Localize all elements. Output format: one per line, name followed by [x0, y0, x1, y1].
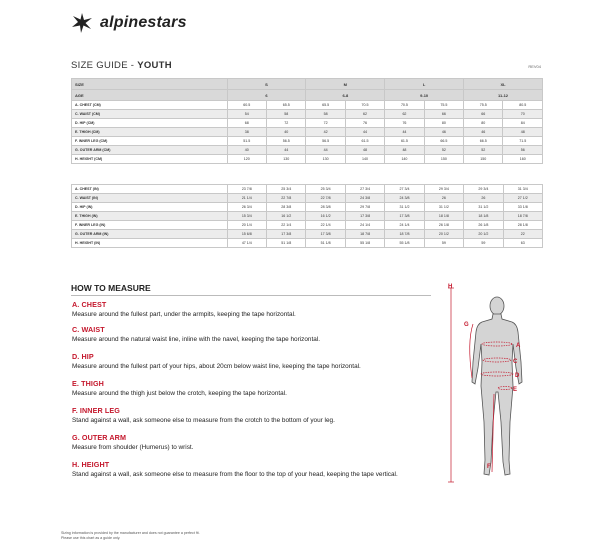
body-measurement-figure — [445, 282, 545, 492]
row-label: D. HIP (IN) — [72, 203, 228, 212]
figure-label-c: C — [513, 359, 518, 365]
table-cell: 51 1/8 — [267, 239, 306, 248]
table-cell: 51.5 — [227, 137, 266, 146]
title-youth: YOUTH — [137, 60, 172, 71]
table-cell: 27 3/4 — [385, 185, 424, 194]
row-label: G. OUTER ARM (IN) — [72, 230, 228, 239]
table-cell: 58 — [306, 110, 345, 119]
table-cell: 29 7/8 — [345, 203, 384, 212]
table-row — [72, 119, 543, 128]
table-cell: 160 — [503, 155, 543, 164]
table-cell: 59 — [464, 239, 503, 248]
size-header-row — [72, 79, 543, 90]
measure-title: H. HEIGHT — [72, 460, 110, 469]
revision-label: REV04 — [528, 64, 541, 69]
table-row — [72, 185, 543, 194]
size-m-header: M — [306, 79, 385, 90]
table-row — [72, 212, 543, 221]
table-cell: 76 — [385, 119, 424, 128]
table-row — [72, 221, 543, 230]
size-table-cm — [71, 78, 543, 164]
table-cell: 44 — [267, 146, 306, 155]
table-row — [72, 128, 543, 137]
table-cell: 40 — [267, 128, 306, 137]
measure-chest — [72, 300, 442, 318]
table-row — [72, 194, 543, 203]
table-row — [72, 239, 543, 248]
size-xl-header: XL — [464, 79, 543, 90]
table-cell: 66 — [464, 110, 503, 119]
figure-label-f: F — [487, 464, 491, 470]
table-cell: 28 3/8 — [267, 203, 306, 212]
table-cell: 26 1/8 — [464, 221, 503, 230]
table-cell: 70.5 — [385, 101, 424, 110]
measure-title: E. THIGH — [72, 379, 104, 388]
table-cell: 60.5 — [227, 101, 266, 110]
table-cell: 52 — [424, 146, 463, 155]
table-cell: 31 1/2 — [424, 203, 463, 212]
table-cell: 20 1/2 — [424, 230, 463, 239]
table-cell: 55 1/8 — [385, 239, 424, 248]
measure-hip — [72, 352, 442, 370]
table-cell: 48 — [345, 146, 384, 155]
table-cell: 65.5 — [306, 101, 345, 110]
measure-title: C. WAIST — [72, 325, 105, 334]
row-label: E. THIGH (CM) — [72, 128, 228, 137]
table-cell: 66.5 — [424, 137, 463, 146]
brand-name: alpinestars — [100, 14, 187, 31]
table-cell: 18 7/8 — [345, 230, 384, 239]
table-cell: 24 1/4 — [345, 221, 384, 230]
table-cell: 150 — [424, 155, 463, 164]
table-cell: 62 — [385, 110, 424, 119]
table-cell: 70.5 — [345, 101, 384, 110]
figure-label-e: E — [513, 387, 518, 393]
table-cell: 22 1/4 — [267, 221, 306, 230]
age-s-header: 6 — [227, 90, 306, 101]
table-cell: 21 1/4 — [227, 194, 266, 203]
age-l-header: 9-10 — [385, 90, 464, 101]
row-label: H. HEIGHT (IN) — [72, 239, 228, 248]
measure-text: Stand against a wall, ask someone else to measure from the crotch to the bottom of your leg. — [72, 417, 335, 424]
table-cell: 130 — [267, 155, 306, 164]
table-cell: 38 — [227, 128, 266, 137]
table-cell: 22 1/4 — [306, 221, 345, 230]
table-cell: 72 — [267, 119, 306, 128]
age-header-row — [72, 90, 543, 101]
row-label: F. INNER LEG (CM) — [72, 137, 228, 146]
footnote-line-2: Please use this chart as a guide only. — [61, 536, 121, 540]
table-row — [72, 110, 543, 119]
age-m-header: 6-8 — [306, 90, 385, 101]
table-cell: 15 3/4 — [227, 212, 266, 221]
table-cell: 46 — [424, 128, 463, 137]
table-cell: 20 1/2 — [464, 230, 503, 239]
table-cell: 80 — [464, 119, 503, 128]
alpinestars-star-icon — [70, 12, 94, 34]
age-xl-header: 11-12 — [464, 90, 543, 101]
size-guide-header — [71, 60, 541, 71]
size-s-header: S — [227, 79, 306, 90]
table-cell: 140 — [345, 155, 384, 164]
table-cell: 61.5 — [345, 137, 384, 146]
table-cell: 25 3/4 — [267, 185, 306, 194]
measure-text: Measure around the thigh just below the crotch, keeping the tape horizontal. — [72, 390, 287, 397]
measure-title: F. INNER LEG — [72, 406, 120, 415]
table-cell: 46 — [464, 128, 503, 137]
measure-waist — [72, 325, 442, 343]
table-cell: 84 — [503, 119, 543, 128]
table-cell: 51 1/8 — [306, 239, 345, 248]
row-label: C. WAIST (IN) — [72, 194, 228, 203]
table-cell: 66.5 — [464, 137, 503, 146]
size-l-header: L — [385, 79, 464, 90]
table-cell: 80.5 — [503, 101, 543, 110]
table-cell: 65.5 — [267, 101, 306, 110]
table-cell: 22 7/8 — [267, 194, 306, 203]
table-row — [72, 155, 543, 164]
page-title: SIZE GUIDE - YOUTH — [71, 60, 172, 71]
cm-table-body — [72, 101, 543, 164]
table-cell: 26 — [464, 194, 503, 203]
table-row — [72, 203, 543, 212]
figure-label-d: D — [515, 373, 520, 379]
table-cell: 29 3/4 — [424, 185, 463, 194]
table-cell: 44 — [345, 128, 384, 137]
measure-title: A. CHEST — [72, 300, 107, 309]
row-label: C. WAIST (CM) — [72, 110, 228, 119]
table-cell: 26 — [424, 194, 463, 203]
row-label: H. HEIGHT (CM) — [72, 155, 228, 164]
table-cell: 58 — [267, 110, 306, 119]
table-cell: 16 1/2 — [306, 212, 345, 221]
body-silhouette — [472, 297, 522, 475]
table-cell: 24 1/4 — [385, 221, 424, 230]
table-cell: 17 3/8 — [345, 212, 384, 221]
table-cell: 130 — [306, 155, 345, 164]
table-cell: 28 1/8 — [503, 221, 542, 230]
measure-text: Measure around the natural waist line, inline with the navel, keeping the tape horizontal. — [72, 336, 320, 343]
row-label: F. INNER LEG (IN) — [72, 221, 228, 230]
table-cell: 18 1/8 — [464, 212, 503, 221]
table-cell: 27 1/2 — [503, 194, 542, 203]
table-cell: 27 3/4 — [345, 185, 384, 194]
table-cell: 75.5 — [424, 101, 463, 110]
footnote-line-1: Sizing information is provided by the manufacturer and does not guarantee a perfect fit. — [61, 531, 200, 535]
table-cell: 17 3/8 — [385, 212, 424, 221]
measure-text: Measure from shoulder (Humerus) to wrist. — [72, 444, 194, 451]
table-row — [72, 146, 543, 155]
table-cell: 44 — [306, 146, 345, 155]
table-cell: 28 3/8 — [306, 203, 345, 212]
measure-inner-leg — [72, 406, 442, 424]
table-cell: 44 — [385, 128, 424, 137]
table-cell: 31 1/2 — [464, 203, 503, 212]
table-cell: 23 7/8 — [227, 185, 266, 194]
table-cell: 29 3/4 — [464, 185, 503, 194]
table-cell: 48 — [503, 128, 543, 137]
table-row — [72, 230, 543, 239]
table-cell: 31 3/4 — [503, 185, 542, 194]
row-label: E. THIGH (IN) — [72, 212, 228, 221]
table-cell: 42 — [306, 128, 345, 137]
table-cell: 17 3/8 — [267, 230, 306, 239]
table-cell: 18 7/8 — [385, 230, 424, 239]
measure-height — [72, 460, 442, 478]
footnote — [61, 531, 200, 541]
size-table-in — [71, 184, 543, 248]
table-cell: 18 1/8 — [424, 212, 463, 221]
table-cell: 66 — [424, 110, 463, 119]
measure-outer-arm — [72, 433, 442, 451]
table-cell: 26 3/4 — [227, 203, 266, 212]
table-cell: 61.5 — [385, 137, 424, 146]
measure-text: Measure around the fullest part, under the armpits, keeping the tape horizontal. — [72, 311, 296, 318]
table-cell: 56.5 — [306, 137, 345, 146]
table-cell: 59 — [424, 239, 463, 248]
figure-label-g: G — [464, 322, 469, 328]
table-cell: 62 — [345, 110, 384, 119]
table-cell: 31 1/2 — [385, 203, 424, 212]
table-cell: 15 6/8 — [227, 230, 266, 239]
section-divider — [71, 295, 431, 296]
row-label: G. OUTER ARM (CM) — [72, 146, 228, 155]
age-header-label: AGE — [72, 90, 228, 101]
table-cell: 25 3/4 — [306, 185, 345, 194]
table-cell: 68 — [227, 119, 266, 128]
table-row — [72, 101, 543, 110]
table-cell: 52 — [464, 146, 503, 155]
table-cell: 55 1/8 — [345, 239, 384, 248]
measure-title: G. OUTER ARM — [72, 433, 127, 442]
figure-label-a: A — [516, 343, 521, 349]
row-label: D. HIP (CM) — [72, 119, 228, 128]
table-cell: 22 7/8 — [306, 194, 345, 203]
table-cell: 70 — [503, 110, 543, 119]
table-cell: 56 — [503, 146, 543, 155]
table-cell: 80 — [424, 119, 463, 128]
table-cell: 33 1/8 — [503, 203, 542, 212]
measure-thigh — [72, 379, 442, 397]
size-header-label: SIZE — [72, 79, 228, 90]
table-cell: 63 — [503, 239, 542, 248]
table-cell: 40 — [227, 146, 266, 155]
table-cell: 56.5 — [267, 137, 306, 146]
table-cell: 22 — [503, 230, 542, 239]
table-cell: 24 3/8 — [385, 194, 424, 203]
table-row — [72, 137, 543, 146]
table-cell: 16 1/2 — [267, 212, 306, 221]
table-cell: 26 1/8 — [424, 221, 463, 230]
measure-text: Stand against a wall, ask someone else to measure from the floor to the top of your head, keeping the tape vertical. — [72, 471, 398, 478]
in-table-body — [72, 185, 543, 248]
how-to-measure-heading: HOW TO MEASURE — [71, 283, 151, 293]
table-cell: 72 — [306, 119, 345, 128]
table-cell: 71.5 — [503, 137, 543, 146]
table-cell: 120 — [227, 155, 266, 164]
brand-logo — [70, 12, 187, 34]
table-cell: 54 — [227, 110, 266, 119]
table-cell: 76 — [345, 119, 384, 128]
measure-title: D. HIP — [72, 352, 94, 361]
table-cell: 17 3/8 — [306, 230, 345, 239]
table-cell: 24 3/8 — [345, 194, 384, 203]
row-label: A. CHEST (IN) — [72, 185, 228, 194]
table-cell: 150 — [464, 155, 503, 164]
table-cell: 140 — [385, 155, 424, 164]
table-cell: 18 7/8 — [503, 212, 542, 221]
table-cell: 20 1/4 — [227, 221, 266, 230]
row-label: A. CHEST (CM) — [72, 101, 228, 110]
figure-label-h: H — [448, 284, 453, 290]
table-cell: 47 1/4 — [227, 239, 266, 248]
table-cell: 48 — [385, 146, 424, 155]
measure-text: Measure around the fullest part of your hips, about 20cm below waist line, keeping the tape horizontal. — [72, 363, 361, 370]
table-cell: 75.5 — [464, 101, 503, 110]
